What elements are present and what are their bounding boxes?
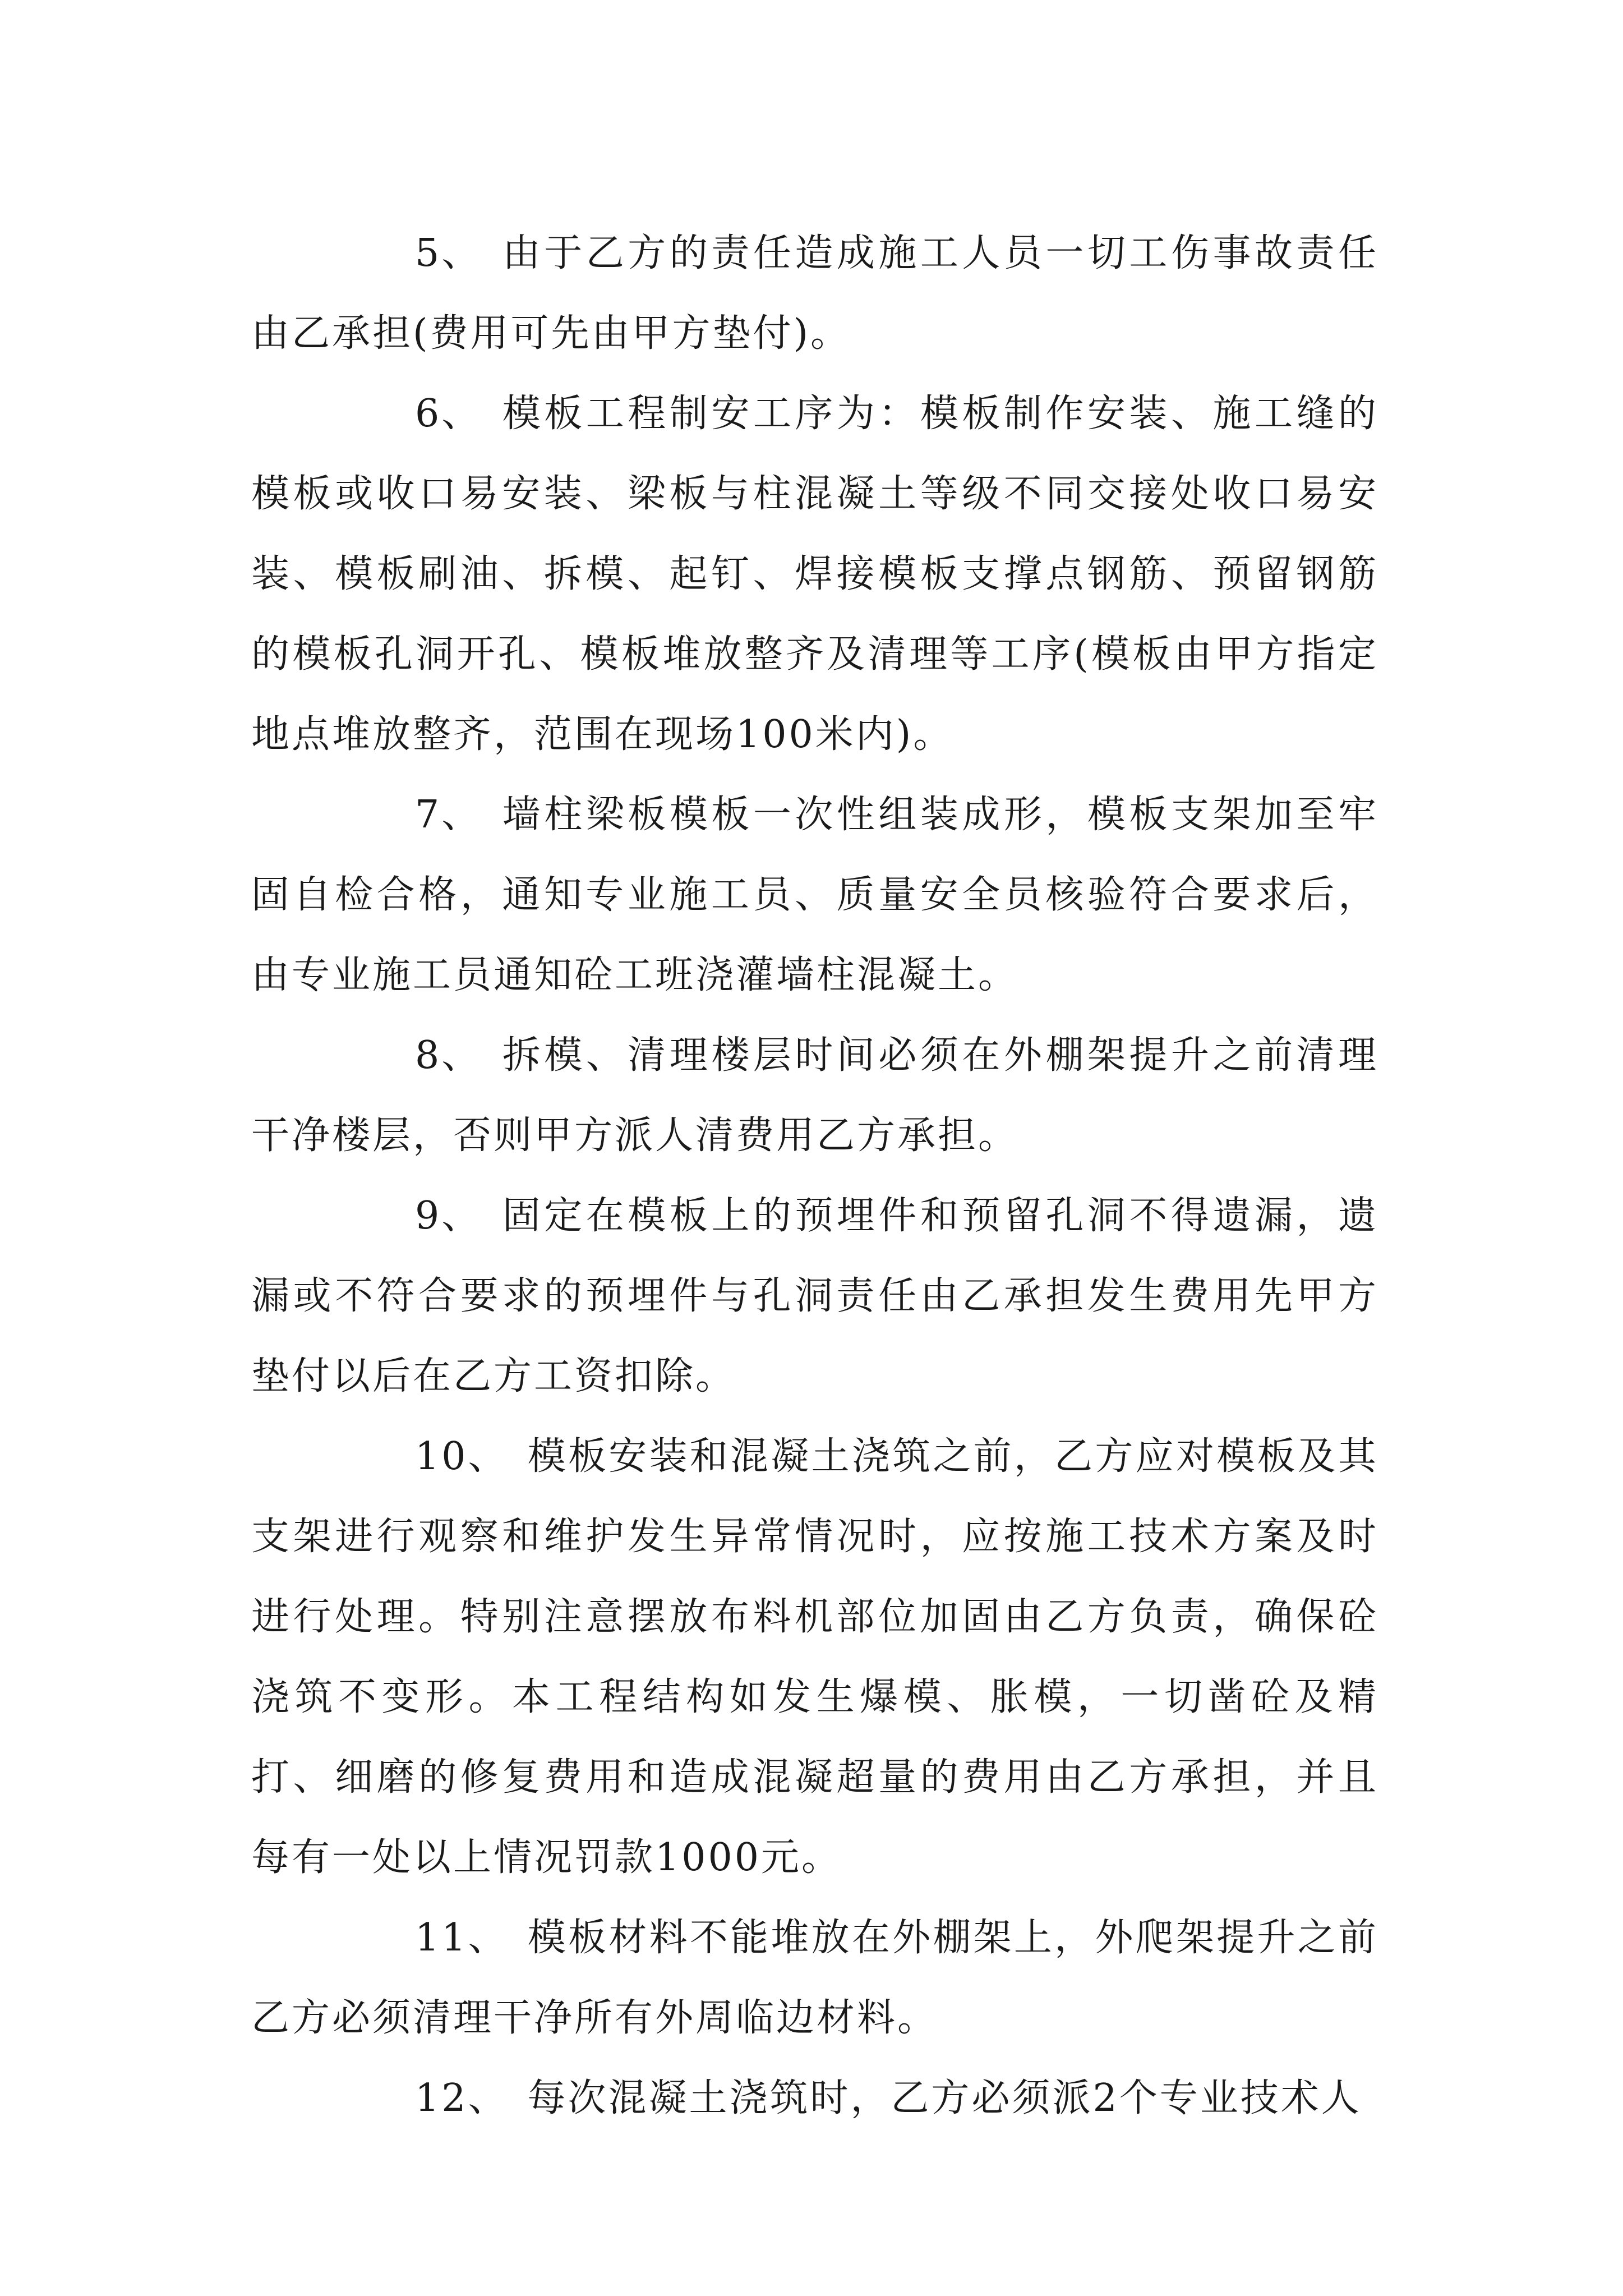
clause-number: 5、 — [415, 231, 482, 275]
clause-number: 7、 — [415, 793, 482, 837]
clause-text: 模板安装和混凝土浇筑之前，乙方应对模板及其支架进行观察和维护发生异常情况时，应按施工技术方案及时进行处理。特别注意摆放布料机部位加固由乙方负责，确保砼浇筑不变形。本工程结构如发生爆模、胀模，一切凿砼及精打、细磨的修复费用和造成混凝超量的费用由乙方承担，并且每有一处以上情况罚款1000元。 — [251, 1434, 1378, 1880]
clause-12 — [251, 2058, 1378, 2138]
clause-number: 6、 — [415, 392, 482, 436]
clause-8 — [251, 1015, 1378, 1176]
clause-number: 8、 — [415, 1033, 482, 1078]
clause-6 — [251, 374, 1378, 775]
clause-9 — [251, 1176, 1378, 1416]
clause-number: 10、 — [415, 1434, 509, 1479]
clause-number: 12、 — [415, 2076, 509, 2120]
clause-text: 模板材料不能堆放在外棚架上，外爬架提升之前乙方必须清理干净所有外周临边材料。 — [251, 1916, 1378, 2040]
clause-text: 每次混凝土浇筑时，乙方必须派2个专业技术人 — [527, 2076, 1362, 2120]
clause-text: 墙柱梁板模板一次性组装成形，模板支架加至牢固自检合格，通知专业施工员、质量安全员核验符合要求后，由专业施工员通知砼工班浇灌墙柱混凝土。 — [251, 793, 1378, 997]
clause-10 — [251, 1416, 1378, 1898]
clause-text: 固定在模板上的预埋件和预留孔洞不得遗漏，遗漏或不符合要求的预埋件与孔洞责任由乙承担发生费用先甲方垫付以后在乙方工资扣除。 — [251, 1194, 1378, 1398]
clause-text: 由于乙方的责任造成施工人员一切工伤事故责任由乙承担(费用可先由甲方垫付)。 — [251, 231, 1378, 356]
document-body — [251, 213, 1378, 2138]
clause-number: 11、 — [415, 1916, 509, 1960]
clause-5 — [251, 213, 1378, 374]
clause-11 — [251, 1898, 1378, 2058]
clause-text: 模板工程制安工序为：模板制作安装、施工缝的模板或收口易安装、梁板与柱混凝土等级不同交接处收口易安装、模板刷油、拆模、起钉、焊接模板支撑点钢筋、预留钢筋的模板孔洞开孔、模板堆放整齐及清理等工序(模板由甲方指定地点堆放整齐，范围在现场100米内)。 — [251, 392, 1379, 757]
clause-number: 9、 — [415, 1194, 482, 1238]
clause-7 — [251, 775, 1378, 1015]
clause-text: 拆模、清理楼层时间必须在外棚架提升之前清理干净楼层，否则甲方派人清费用乙方承担。 — [251, 1033, 1378, 1158]
